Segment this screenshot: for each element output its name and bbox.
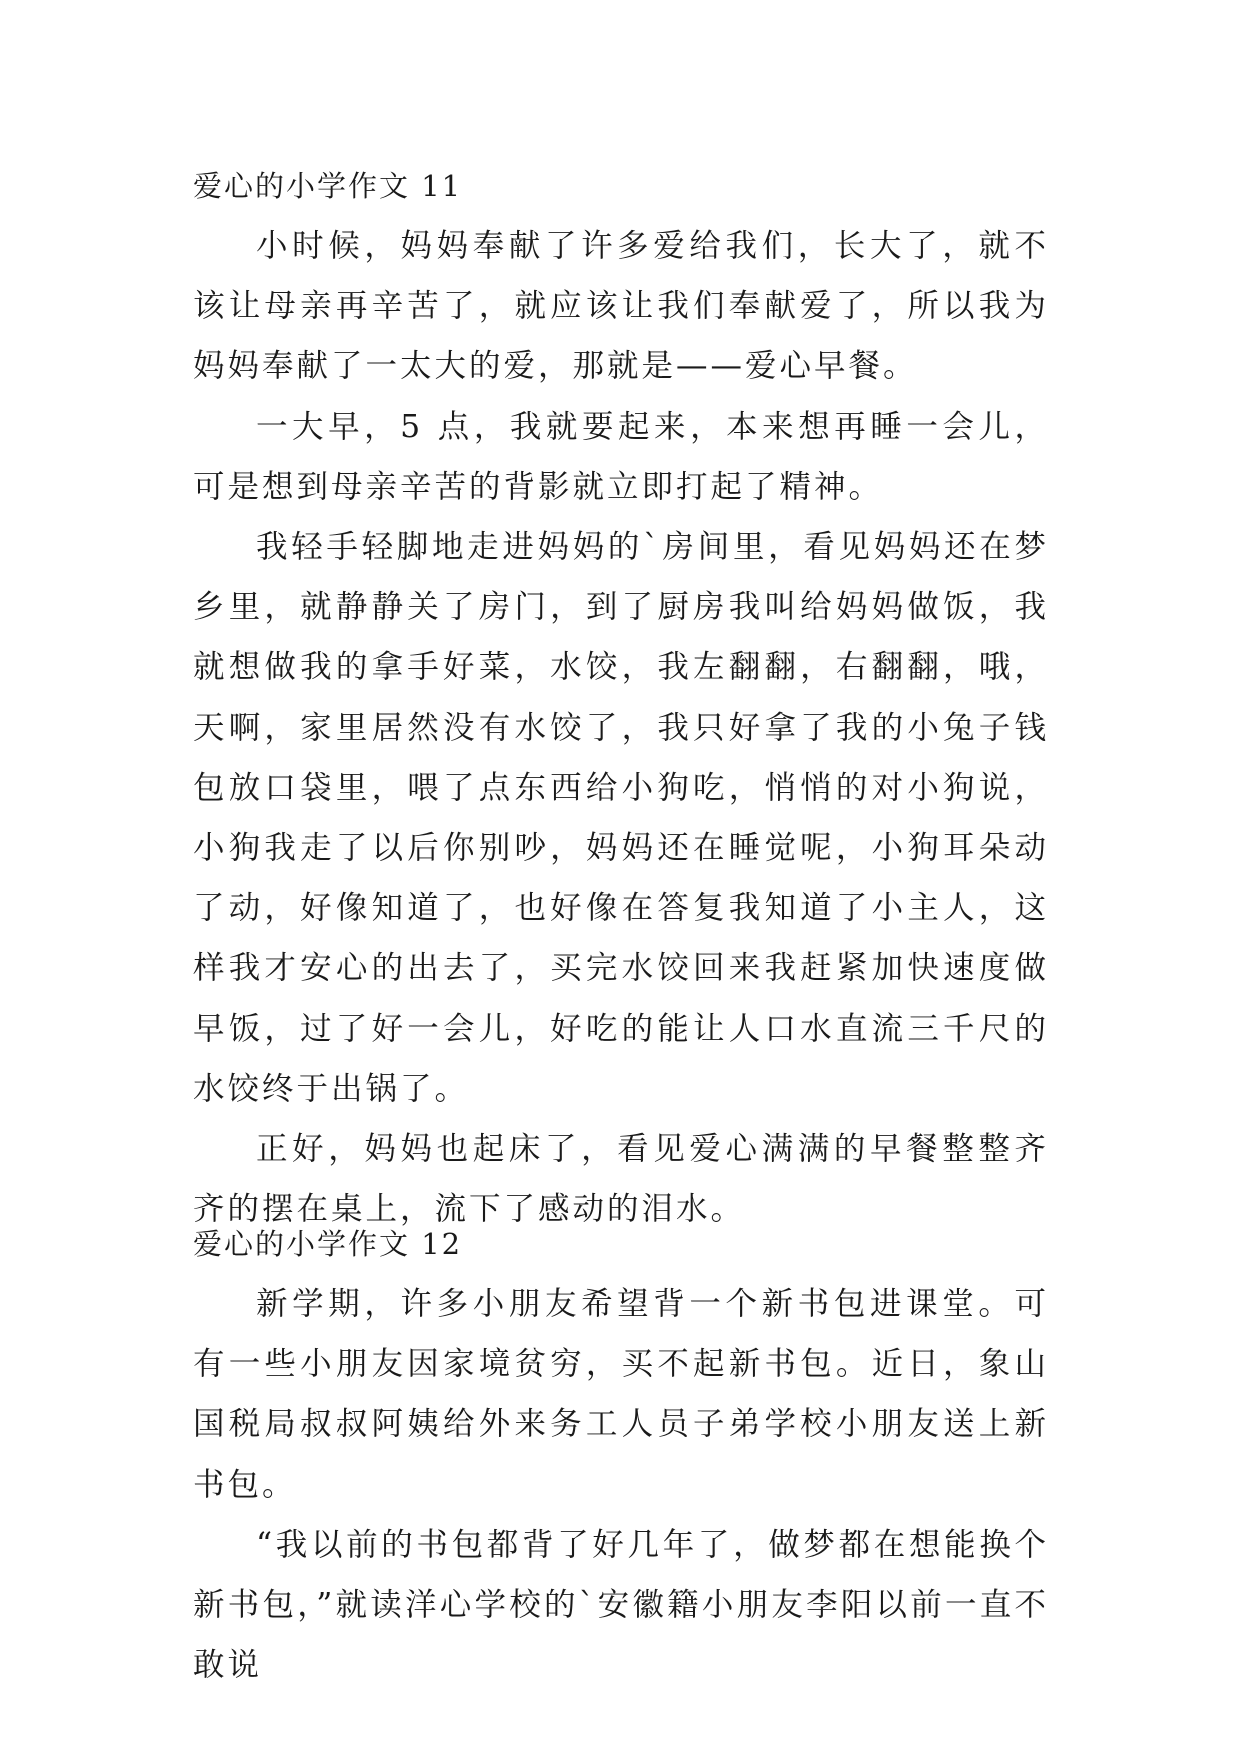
essay-paragraph: 新学期，许多小朋友希望背一个新书包进课堂。可有一些小朋友因家境贫穷，买不起新书包。近日，象山国税局叔叔阿姨给外来务工人员子弟学校小朋友送上新书包。 — [193, 1286, 1049, 1503]
essay-title: 爱心的小学作文 11 — [193, 169, 463, 203]
essay-paragraph: 一大早，5 点，我就要起来，本来想再睡一会儿，可是想到母亲辛苦的背影就立即打起了精神。 — [193, 408, 1049, 505]
essay-paragraph: 小时候，妈妈奉献了许多爱给我们，长大了，就不该让母亲再辛苦了，就应该让我们奉献爱了，所以我为妈妈奉献了一太大的爱，那就是——爱心早餐。 — [193, 228, 1049, 385]
essay-title: 爱心的小学作文 12 — [193, 1227, 463, 1261]
essay-paragraph: 正好，妈妈也起床了，看见爱心满满的早餐整整齐齐的摆在桌上，流下了感动的泪水。 — [193, 1131, 1049, 1228]
essay-11 — [193, 156, 1049, 1239]
essay-paragraph: “我以前的书包都背了好几年了，做梦都在想能换个新书包，”就读洋心学校的`安徽籍小朋友李阳以前一直不敢说 — [193, 1526, 1049, 1684]
essay-paragraph: 我轻手轻脚地走进妈妈的`房间里，看见妈妈还在梦乡里，就静静关了房门，到了厨房我叫给妈妈做饭，我就想做我的拿手好菜，水饺，我左翻翻，右翻翻，哦，天啊，家里居然没有水饺了，我只好拿了我的小兔子钱包放口袋里，喂了点东西给小狗吃，悄悄的对小狗说，小狗我走了以后你别吵，妈妈还在睡觉呢，小狗耳朵动了动，好像知道了，也好像在答复我知道了小主人，这样我才安心的出去了，买完水饺回来我赶紧加快速度做早饭，过了好一会儿，好吃的能让人口水直流三千尺的水饺终于出锅了。 — [193, 529, 1049, 1107]
essay-12 — [193, 1214, 1049, 1684]
